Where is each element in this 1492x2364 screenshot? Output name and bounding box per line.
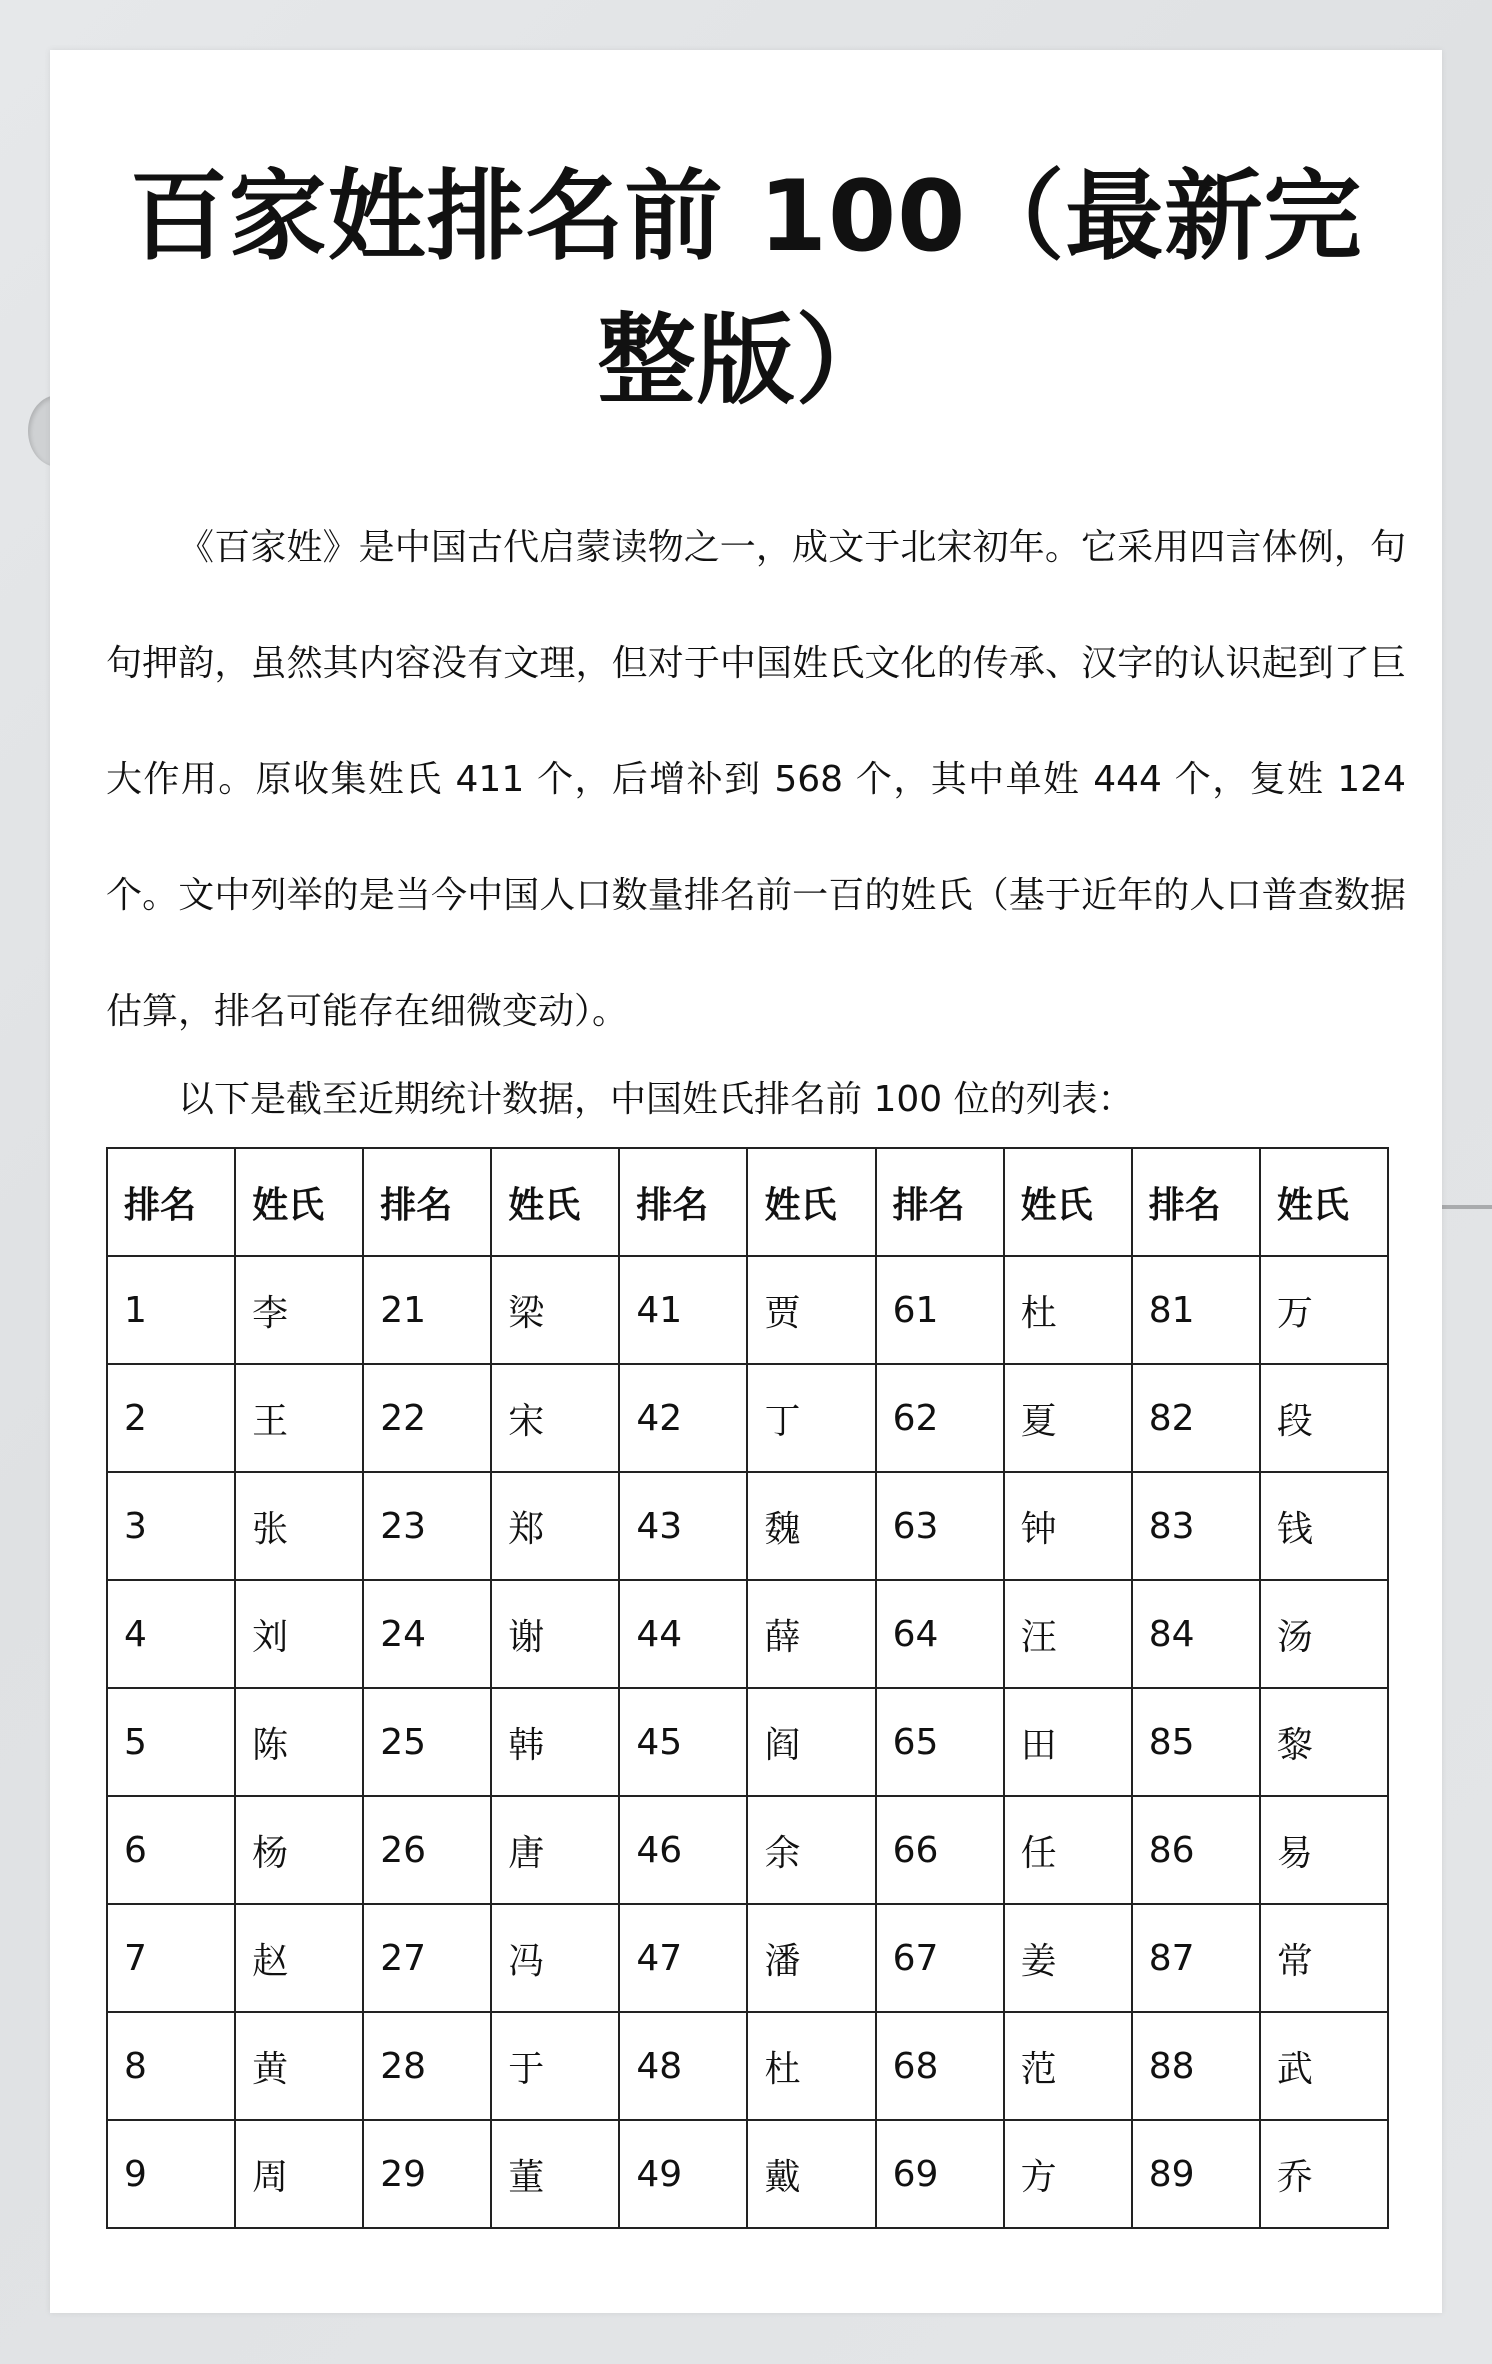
surname-cell: 杜 <box>1004 1256 1132 1364</box>
rank-cell: 89 <box>1132 2120 1260 2228</box>
surname-cell: 武 <box>1260 2012 1388 2120</box>
surname-cell: 易 <box>1260 1796 1388 1904</box>
page-title: 百家姓排名前 100（最新完整版） <box>129 160 1363 418</box>
surname-cell: 唐 <box>491 1796 619 1904</box>
rank-cell: 24 <box>363 1580 491 1688</box>
rank-cell: 67 <box>876 1904 1004 2012</box>
surname-cell: 万 <box>1260 1256 1388 1364</box>
rank-cell: 26 <box>363 1796 491 1904</box>
header-surname: 姓氏 <box>1260 1148 1388 1256</box>
table-row <box>107 2012 1388 2120</box>
rank-cell: 43 <box>619 1472 747 1580</box>
surname-cell: 钱 <box>1260 1472 1388 1580</box>
rank-cell: 2 <box>107 1364 235 1472</box>
rank-cell: 87 <box>1132 1904 1260 2012</box>
header-rank: 排名 <box>363 1148 491 1256</box>
surname-cell: 宋 <box>491 1364 619 1472</box>
surname-cell: 戴 <box>747 2120 875 2228</box>
surname-cell: 汤 <box>1260 1580 1388 1688</box>
table-row <box>107 1688 1388 1796</box>
header-rank: 排名 <box>1132 1148 1260 1256</box>
rank-cell: 29 <box>363 2120 491 2228</box>
surname-cell: 钟 <box>1004 1472 1132 1580</box>
rank-cell: 42 <box>619 1364 747 1472</box>
rank-cell: 45 <box>619 1688 747 1796</box>
surname-cell: 丁 <box>747 1364 875 1472</box>
rank-cell: 41 <box>619 1256 747 1364</box>
header-rank: 排名 <box>619 1148 747 1256</box>
surname-cell: 方 <box>1004 2120 1132 2228</box>
surname-cell: 常 <box>1260 1904 1388 2012</box>
rank-cell: 6 <box>107 1796 235 1904</box>
rank-cell: 48 <box>619 2012 747 2120</box>
surname-cell: 陈 <box>235 1688 363 1796</box>
rank-cell: 69 <box>876 2120 1004 2228</box>
table-row <box>107 2120 1388 2228</box>
rank-cell: 63 <box>876 1472 1004 1580</box>
surname-cell: 潘 <box>747 1904 875 2012</box>
surname-table-container <box>106 1147 1389 2210</box>
table-row <box>107 1364 1388 1472</box>
rank-cell: 66 <box>876 1796 1004 1904</box>
rank-cell: 5 <box>107 1688 235 1796</box>
surname-cell: 余 <box>747 1796 875 1904</box>
header-rank: 排名 <box>876 1148 1004 1256</box>
header-surname: 姓氏 <box>491 1148 619 1256</box>
rank-cell: 4 <box>107 1580 235 1688</box>
surname-cell: 冯 <box>491 1904 619 2012</box>
background-line <box>1440 1205 1492 1209</box>
document-page <box>50 50 1442 2313</box>
surname-cell: 田 <box>1004 1688 1132 1796</box>
table-row <box>107 1256 1388 1364</box>
surname-cell: 夏 <box>1004 1364 1132 1472</box>
surname-cell: 段 <box>1260 1364 1388 1472</box>
surname-cell: 范 <box>1004 2012 1132 2120</box>
table-row <box>107 1904 1388 2012</box>
rank-cell: 25 <box>363 1688 491 1796</box>
intro-paragraph: 《百家姓》是中国古代启蒙读物之一，成文于北宋初年。它采用四言体例，句句押韵，虽然其内容没有文理，但对于中国姓氏文化的传承、汉字的认识起到了巨大作用。原收集姓氏 411 个，后增补到 568 个，其中单姓 444 个，复姓 124 个。文中列举的是当今中国人口数量排名前一百的姓氏（基于近年的人口普查数据估算，排名可能存在细微变动）。 <box>106 527 1406 1032</box>
surname-cell: 梁 <box>491 1256 619 1364</box>
table-row <box>107 1796 1388 1904</box>
rank-cell: 84 <box>1132 1580 1260 1688</box>
rank-cell: 49 <box>619 2120 747 2228</box>
rank-cell: 81 <box>1132 1256 1260 1364</box>
surname-cell: 张 <box>235 1472 363 1580</box>
table-body <box>107 1256 1388 2228</box>
surname-cell: 杨 <box>235 1796 363 1904</box>
rank-cell: 28 <box>363 2012 491 2120</box>
surname-cell: 姜 <box>1004 1904 1132 2012</box>
rank-cell: 83 <box>1132 1472 1260 1580</box>
surname-cell: 郑 <box>491 1472 619 1580</box>
rank-cell: 86 <box>1132 1796 1260 1904</box>
rank-cell: 21 <box>363 1256 491 1364</box>
surname-cell: 王 <box>235 1364 363 1472</box>
table-row <box>107 1472 1388 1580</box>
surname-ranking-table <box>106 1147 1389 2229</box>
table-header-row <box>107 1148 1388 1256</box>
header-rank: 排名 <box>107 1148 235 1256</box>
rank-cell: 64 <box>876 1580 1004 1688</box>
table-intro-paragraph: 以下是截至近期统计数据，中国姓氏排名前 100 位的列表： <box>178 1079 1134 1120</box>
surname-cell: 任 <box>1004 1796 1132 1904</box>
rank-cell: 65 <box>876 1688 1004 1796</box>
rank-cell: 46 <box>619 1796 747 1904</box>
surname-cell: 于 <box>491 2012 619 2120</box>
surname-cell: 周 <box>235 2120 363 2228</box>
header-surname: 姓氏 <box>747 1148 875 1256</box>
rank-cell: 47 <box>619 1904 747 2012</box>
rank-cell: 68 <box>876 2012 1004 2120</box>
surname-cell: 刘 <box>235 1580 363 1688</box>
rank-cell: 61 <box>876 1256 1004 1364</box>
rank-cell: 22 <box>363 1364 491 1472</box>
rank-cell: 3 <box>107 1472 235 1580</box>
header-surname: 姓氏 <box>235 1148 363 1256</box>
surname-cell: 杜 <box>747 2012 875 2120</box>
surname-cell: 赵 <box>235 1904 363 2012</box>
surname-cell: 韩 <box>491 1688 619 1796</box>
rank-cell: 82 <box>1132 1364 1260 1472</box>
rank-cell: 23 <box>363 1472 491 1580</box>
surname-cell: 贾 <box>747 1256 875 1364</box>
rank-cell: 27 <box>363 1904 491 2012</box>
rank-cell: 9 <box>107 2120 235 2228</box>
surname-cell: 阎 <box>747 1688 875 1796</box>
surname-cell: 乔 <box>1260 2120 1388 2228</box>
rank-cell: 88 <box>1132 2012 1260 2120</box>
rank-cell: 85 <box>1132 1688 1260 1796</box>
table-row <box>107 1580 1388 1688</box>
surname-cell: 黎 <box>1260 1688 1388 1796</box>
surname-cell: 黄 <box>235 2012 363 2120</box>
surname-cell: 李 <box>235 1256 363 1364</box>
surname-cell: 汪 <box>1004 1580 1132 1688</box>
rank-cell: 1 <box>107 1256 235 1364</box>
header-surname: 姓氏 <box>1004 1148 1132 1256</box>
rank-cell: 8 <box>107 2012 235 2120</box>
surname-cell: 董 <box>491 2120 619 2228</box>
rank-cell: 7 <box>107 1904 235 2012</box>
rank-cell: 44 <box>619 1580 747 1688</box>
rank-cell: 62 <box>876 1364 1004 1472</box>
surname-cell: 魏 <box>747 1472 875 1580</box>
surname-cell: 薛 <box>747 1580 875 1688</box>
surname-cell: 谢 <box>491 1580 619 1688</box>
